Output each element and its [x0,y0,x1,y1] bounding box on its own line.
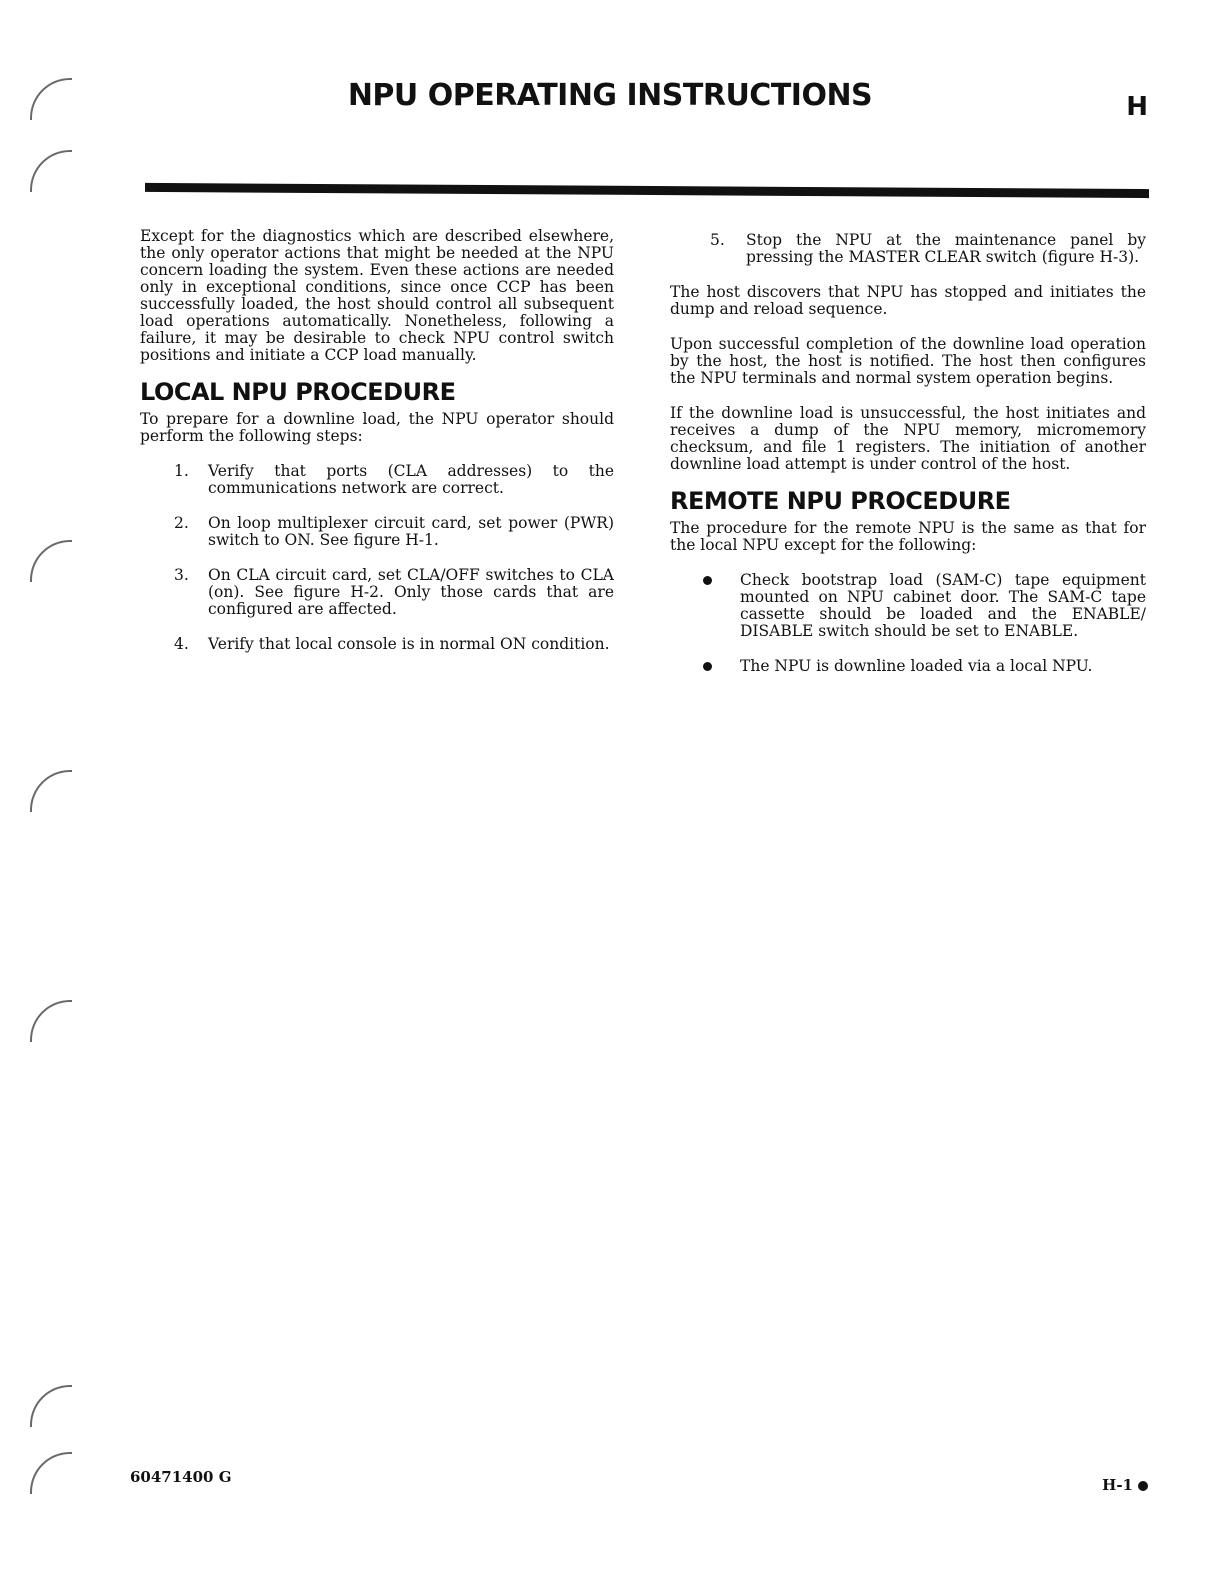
step-text: On CLA circuit card, set CLA/OFF switches to CLA (on). See figure H-2. Only those cards that are configured are affected. [208,566,614,618]
local-procedure-lead: To prepare for a downline load, the NPU operator should perform the following steps: [140,410,614,445]
host-discovers-paragraph: The host discovers that NPU has stopped and initiates the dump and reload sequence. [670,283,1146,318]
remote-procedure-lead: The procedure for the remote NPU is the same as that for the local NPU except for the following: [670,519,1146,554]
list-item [670,658,1146,675]
step-text: Stop the NPU at the maintenance panel by pressing the MASTER CLEAR switch (figure H-3). [746,231,1146,266]
page-number-block [1102,1476,1148,1494]
local-procedure-heading: LOCAL NPU PROCEDURE [140,378,456,406]
list-item [670,572,1146,640]
local-steps-list-continued [670,232,1146,266]
unsuccessful-load-paragraph: If the downline load is unsuccessful, the host initiates and receives a dump of the NPU memory, micromemory checksum, and file 1 registers. The initiation of another downline load attempt is under control of the host. [670,404,1146,473]
bullet-icon [703,662,712,671]
left-column [140,228,614,671]
header-rule [145,183,1149,198]
right-column [670,232,1146,693]
page-title: NPU OPERATING INSTRUCTIONS [347,78,873,113]
successful-load-paragraph: Upon successful completion of the downline load operation by the host, the host is notified. The host then configures the NPU terminals and normal system operation begins. [670,335,1146,387]
document-number: 60471400 G [130,1468,232,1486]
punch-hole-mark [30,150,72,192]
step-number: 4. [174,635,189,653]
list-item [670,232,1146,266]
punch-hole-mark [30,770,72,812]
list-item [140,463,614,497]
punch-hole-mark [30,1385,72,1427]
punch-hole-mark [30,540,72,582]
step-number: 1. [174,462,189,480]
punch-hole-mark [30,1452,72,1494]
local-steps-list [140,463,614,653]
list-item [140,636,614,653]
step-number: 3. [174,566,189,584]
list-item [140,567,614,618]
bullet-text: Check bootstrap load (SAM-C) tape equipment mounted on NPU cabinet door. The SAM-C tape cassette should be loaded and the ENABLE/ DISABLE switch should be set to ENABLE. [740,571,1146,640]
remote-procedure-heading: REMOTE NPU PROCEDURE [670,487,1011,515]
punch-hole-mark [30,1000,72,1042]
page-number: H-1 [1102,1476,1133,1494]
bullet-text: The NPU is downline loaded via a local NPU. [740,657,1093,675]
chapter-letter: H [1126,92,1148,122]
step-text: Verify that local console is in normal ON condition. [208,635,610,653]
intro-paragraph: Except for the diagnostics which are described elsewhere, the only operator actions that might be needed at the NPU concern loading the system. Even these actions are needed only in exceptional conditions, since once CCP has been successfully loaded, the host should control all subsequent load operations automatically. Nonetheless, following a failure, it may be desirable to check NPU control switch positions and initiate a CCP load manually. [140,227,614,364]
step-text: On loop multiplexer circuit card, set power (PWR) switch to ON. See figure H-1. [208,514,614,549]
remote-bullet-list [670,572,1146,675]
list-item [140,515,614,549]
step-number: 2. [174,514,189,532]
step-number: 5. [710,231,725,249]
step-text: Verify that ports (CLA addresses) to the communications network are correct. [208,462,614,497]
bullet-icon [703,576,712,585]
bullet-icon [1138,1481,1148,1491]
